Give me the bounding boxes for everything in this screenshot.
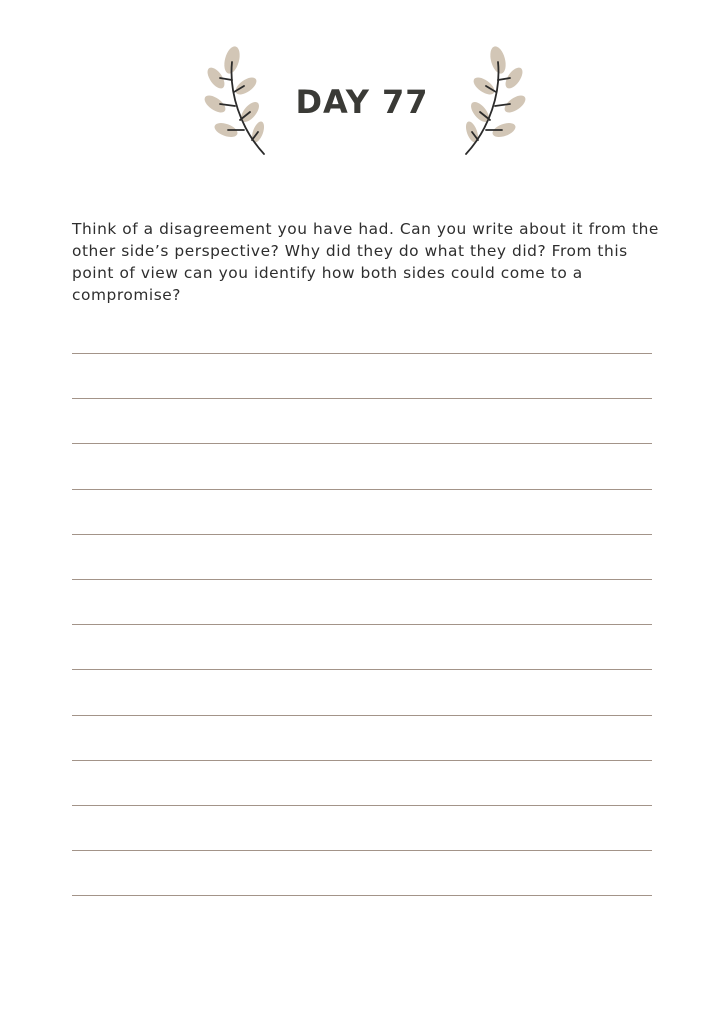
writing-line[interactable]	[72, 895, 652, 896]
writing-lines[interactable]	[72, 0, 652, 1024]
writing-line[interactable]	[72, 398, 652, 399]
writing-line[interactable]	[72, 534, 652, 535]
writing-line[interactable]	[72, 443, 652, 444]
writing-line[interactable]	[72, 805, 652, 806]
writing-line[interactable]	[72, 669, 652, 670]
page-title: DAY 77	[295, 83, 429, 121]
journal-prompt: Think of a disagreement you have had. Can you write about it from the other side’s perspective? Why did they do what they did? From this point of view can you identify how both sides could come to a compromise?	[72, 220, 659, 304]
writing-line[interactable]	[72, 353, 652, 354]
writing-line[interactable]	[72, 489, 652, 490]
writing-line[interactable]	[72, 579, 652, 580]
writing-line[interactable]	[72, 624, 652, 625]
writing-line[interactable]	[72, 760, 652, 761]
writing-line[interactable]	[72, 715, 652, 716]
writing-line[interactable]	[72, 850, 652, 851]
